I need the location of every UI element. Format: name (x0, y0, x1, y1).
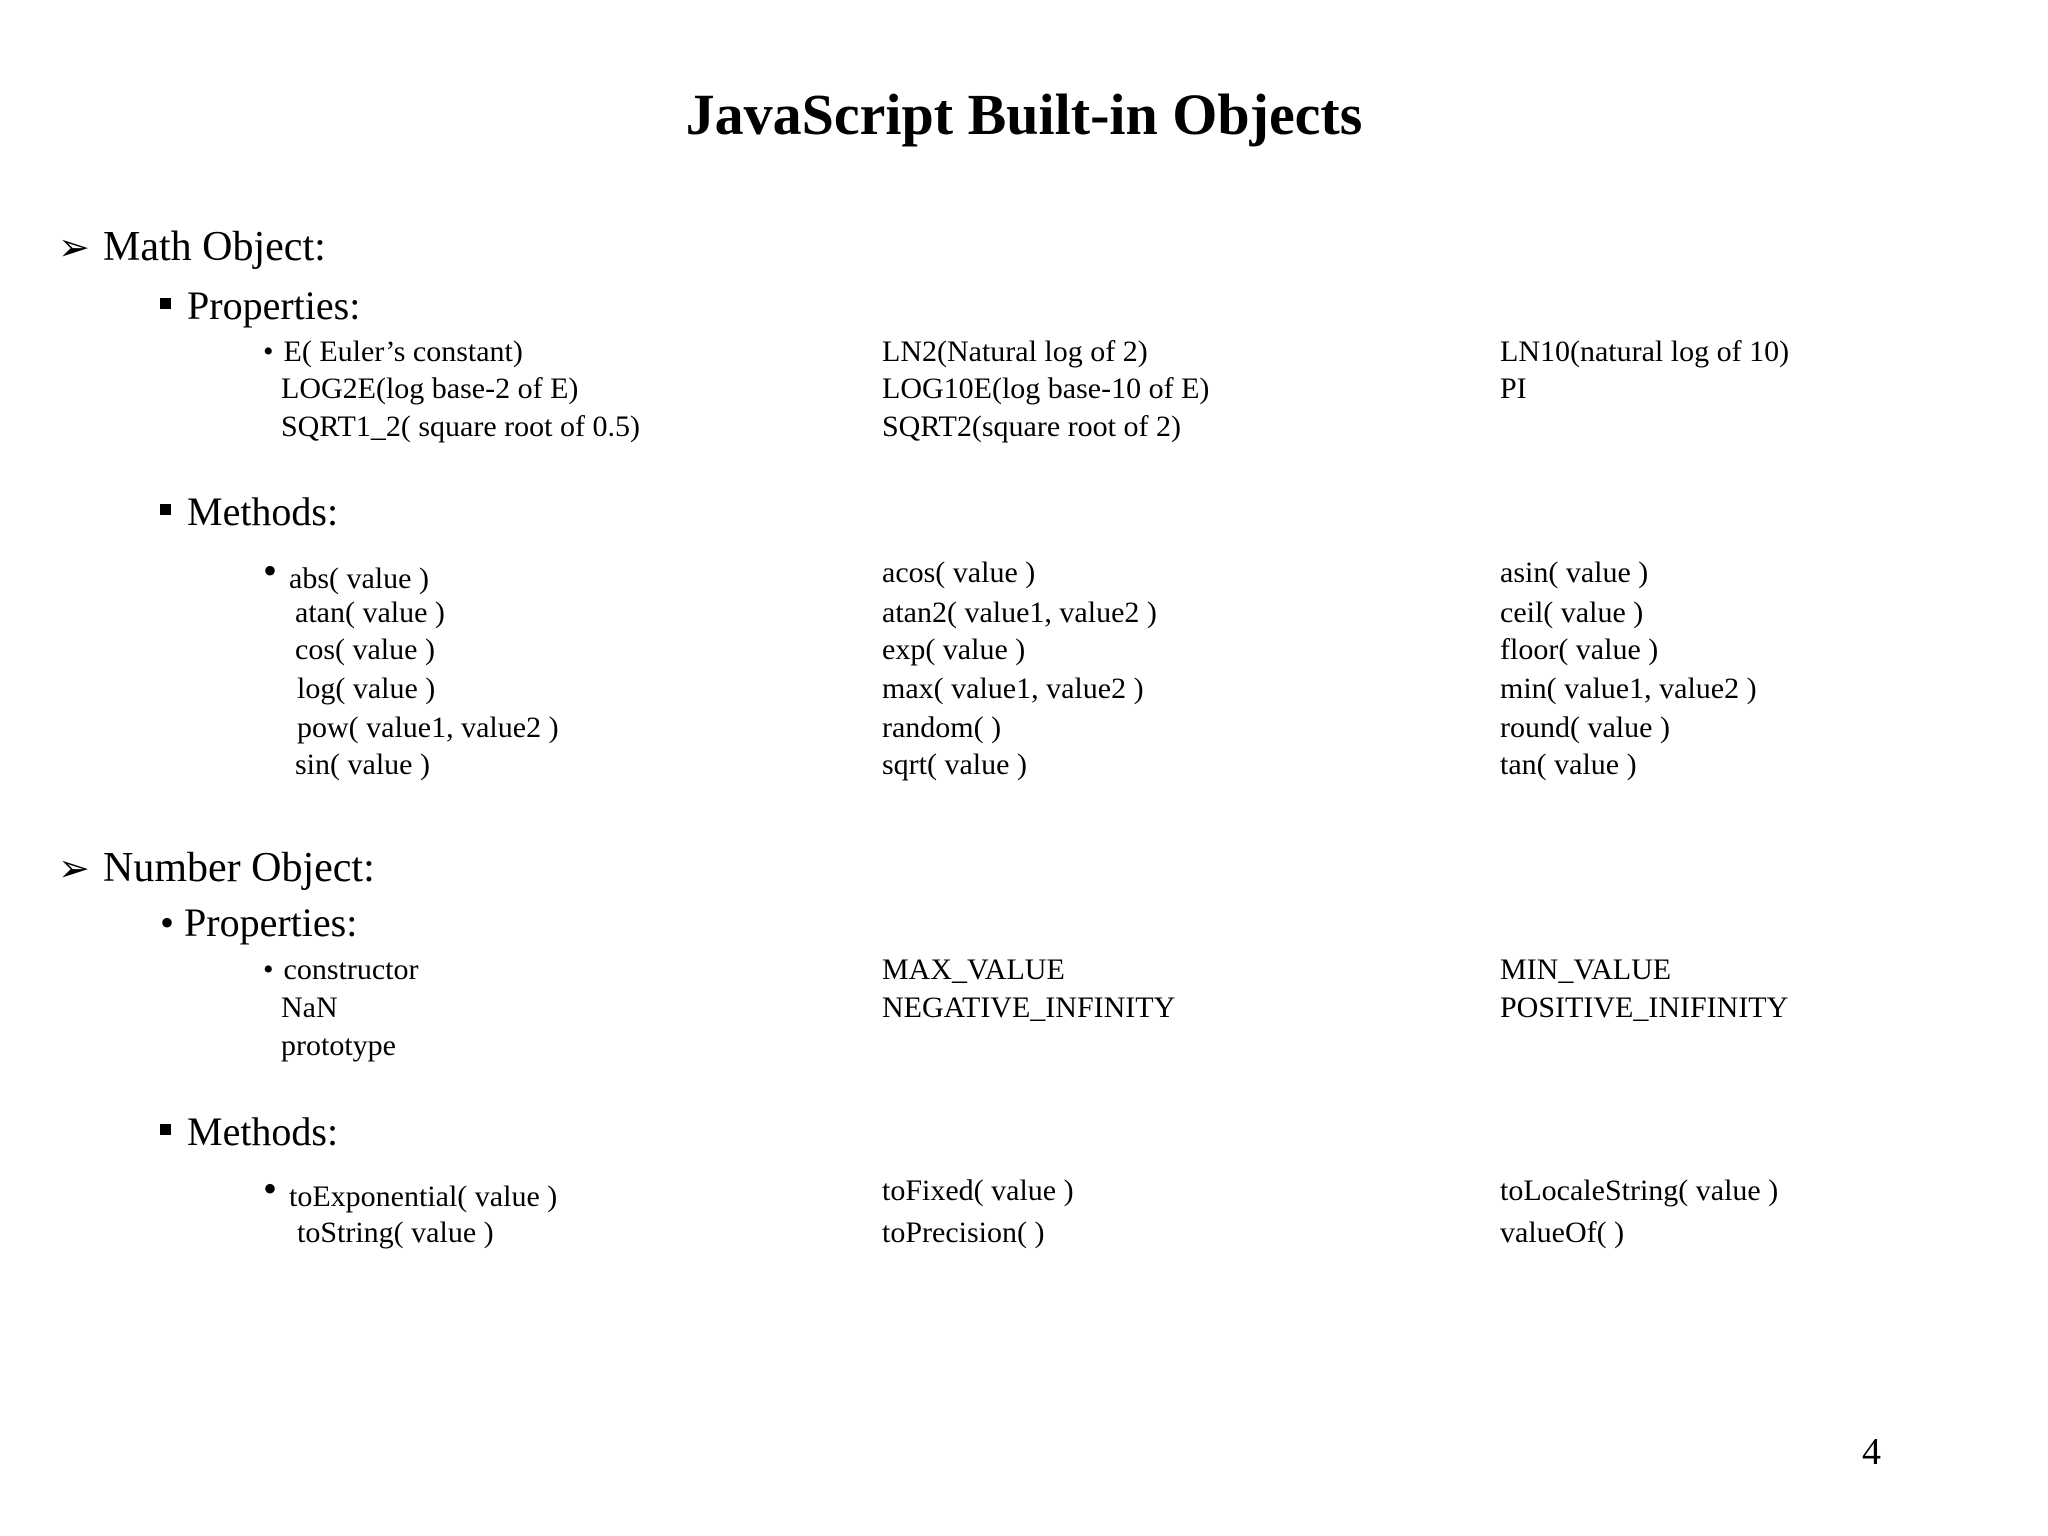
math-property-item: • E( Euler’s constant) (263, 335, 523, 368)
math-method-item: asin( value ) (1500, 556, 1649, 589)
bullet-dot-icon: • (263, 335, 274, 368)
square-bullet-icon (160, 504, 171, 515)
math-property-item: LOG2E(log base-2 of E) (281, 372, 579, 405)
number-property-item: prototype (281, 1029, 396, 1062)
math-method-item: tan( value ) (1500, 748, 1637, 781)
math-method-item: atan2( value1, value2 ) (882, 596, 1157, 629)
math-object-label: Math Object: (103, 224, 326, 270)
number-properties-label: Properties: (184, 900, 358, 945)
number-method-item: toString( value ) (297, 1216, 494, 1249)
math-method-item: acos( value ) (882, 556, 1036, 589)
bullet-dot-icon: • (263, 548, 278, 593)
number-property-item: NaN (281, 991, 338, 1024)
bullet-dot-icon: • (263, 953, 274, 986)
math-property-item: LOG10E(log base-10 of E) (882, 372, 1210, 405)
math-object-header (58, 222, 326, 272)
number-method-item: toFixed( value ) (882, 1174, 1074, 1207)
bullet-dot-icon: • (263, 1166, 278, 1211)
number-property-item: MIN_VALUE (1500, 953, 1672, 986)
number-methods-label: Methods: (187, 1109, 339, 1154)
number-object-label: Number Object: (103, 845, 375, 891)
page-number: 4 (1862, 1431, 1881, 1473)
math-method-item: atan( value ) (295, 596, 445, 629)
number-properties-header (160, 899, 357, 947)
math-method-item: exp( value ) (882, 633, 1026, 666)
number-method-item: toPrecision( ) (882, 1216, 1045, 1249)
math-method-item: sin( value ) (295, 748, 430, 781)
math-properties-label: Properties: (187, 283, 361, 328)
number-method-item: valueOf( ) (1500, 1216, 1625, 1249)
page-title: JavaScript Built-in Objects (685, 82, 1363, 147)
math-property-item: SQRT1_2( square root of 0.5) (281, 410, 640, 443)
math-property-item: LN10(natural log of 10) (1500, 335, 1790, 368)
math-method-item: min( value1, value2 ) (1500, 672, 1757, 705)
math-method-item: pow( value1, value2 ) (297, 711, 559, 744)
math-method-item: random( ) (882, 711, 1002, 744)
number-method-item: • toExponential( value ) (263, 1166, 558, 1213)
math-method-item: round( value ) (1500, 711, 1670, 744)
math-methods-header (160, 488, 338, 536)
arrow-bullet-icon: ➢ (58, 227, 90, 269)
math-method-item: floor( value ) (1500, 633, 1659, 666)
math-method-item: • abs( value ) (263, 548, 429, 595)
math-property-item: LN2(Natural log of 2) (882, 335, 1148, 368)
math-property-item: PI (1500, 372, 1527, 405)
number-method-item: toLocaleString( value ) (1500, 1174, 1779, 1207)
number-property-item: POSITIVE_INIFINITY (1500, 991, 1789, 1024)
math-method-item: ceil( value ) (1500, 596, 1644, 629)
number-methods-header (160, 1108, 338, 1156)
math-method-item: sqrt( value ) (882, 748, 1027, 781)
square-bullet-icon (160, 1124, 171, 1135)
math-method-item: max( value1, value2 ) (882, 672, 1144, 705)
number-object-header (58, 843, 375, 893)
number-property-item: • constructor (263, 953, 419, 986)
math-method-item: log( value ) (297, 672, 436, 705)
number-property-item: MAX_VALUE (882, 953, 1065, 986)
number-property-item: NEGATIVE_INFINITY (882, 991, 1176, 1024)
math-property-item: SQRT2(square root of 2) (882, 410, 1181, 443)
math-method-item: cos( value ) (295, 633, 435, 666)
square-bullet-icon (160, 298, 171, 309)
arrow-bullet-icon: ➢ (58, 848, 90, 890)
math-methods-label: Methods: (187, 489, 339, 534)
bullet-dot-icon: • (160, 900, 175, 945)
math-properties-header (160, 282, 360, 330)
